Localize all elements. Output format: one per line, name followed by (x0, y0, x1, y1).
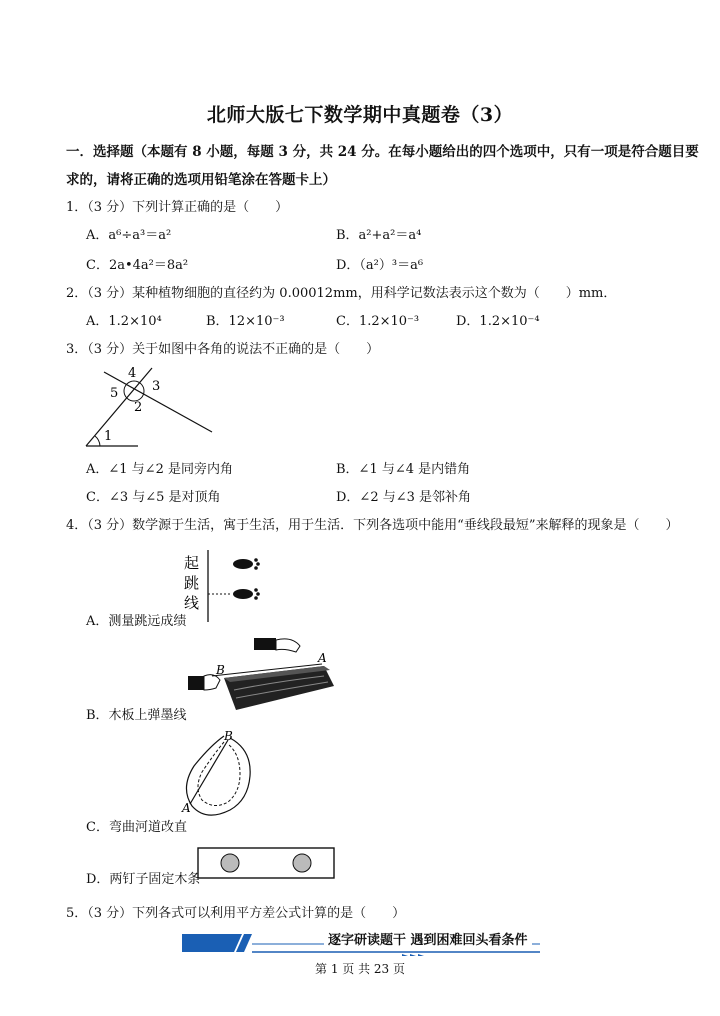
arrow-icon (410, 954, 416, 956)
question-4-option-a: A．测量跳远成绩 (86, 614, 187, 629)
question-1-stem: 1．（3 分）下列计算正确的是（ ） (66, 200, 289, 215)
page-title: 北师大版七下数学期中真题卷（3） (206, 104, 514, 126)
question-4-option-b: B．木板上弹墨线 (86, 708, 187, 723)
ink-label-a: A (318, 651, 327, 665)
arrow-icon (402, 954, 408, 956)
section-heading-line2: 求的，请将正确的选项用铅笔涂在答题卡上） (66, 172, 336, 188)
ink-label-b: B (216, 663, 225, 677)
footprint-icon (233, 558, 260, 570)
question-3-option-a: A．∠1 与∠2 是同旁内角 (86, 462, 233, 477)
banner-blue-bar (182, 934, 242, 952)
takeoff-text-3: 线 (184, 594, 200, 612)
question-3-option-b: B．∠1 与∠4 是内错角 (336, 462, 471, 477)
nail-icon (221, 854, 239, 872)
question-3-option-d: D．∠2 与∠3 是邻补角 (336, 490, 472, 505)
question-4-option-c: C．弯曲河道改直 (86, 820, 187, 835)
figure-angle-1-arc (95, 436, 100, 446)
angle-figure (82, 360, 232, 455)
question-1-option-d: D．（a²）³＝a⁶ (336, 258, 424, 273)
question-2-option-b: B．12×10⁻³ (206, 314, 285, 329)
question-1-option-a: A．a⁶÷a³＝a² (86, 228, 172, 243)
river-bank-outer (186, 736, 250, 815)
nails-figure (196, 846, 336, 880)
figure-label-5: 5 (110, 386, 119, 401)
river-figure (180, 726, 272, 826)
figure-label-3: 3 (152, 379, 161, 394)
takeoff-text-2: 跳 (184, 574, 200, 592)
wood-strip (198, 848, 334, 878)
river-bank-inner (198, 742, 240, 806)
long-jump-figure (176, 546, 276, 624)
question-3-stem: 3．（3 分）关于如图中各角的说法不正确的是（ ） (66, 342, 380, 357)
river-label-b: B (224, 729, 233, 743)
question-2-option-d: D．1.2×10⁻⁴ (456, 314, 540, 329)
question-4-stem: 4．（3 分）数学源于生活，寓于生活，用于生活．下列各选项中能用“垂线段最短”来解释的现象是（ ） (66, 518, 679, 533)
ink-line-figure (184, 630, 340, 716)
takeoff-text-1: 起 (184, 554, 200, 572)
nail-icon (293, 854, 311, 872)
arrow-icon (418, 954, 424, 956)
question-1-option-c: C．2a•4a²＝8a² (86, 258, 189, 273)
figure-angle-arc (124, 381, 144, 401)
footprint-icon (233, 588, 260, 600)
question-5-stem: 5．（3 分）下列各式可以利用平方差公式计算的是（ ） (66, 906, 406, 921)
question-2-option-c: C．1.2×10⁻³ (336, 314, 420, 329)
question-2-stem: 2．（3 分）某种植物细胞的直径约为 0.00012mm，用科学记数法表示这个数为（ ）mm． (66, 286, 617, 301)
river-label-a: A (182, 801, 191, 815)
question-3-option-c: C．∠3 与∠5 是对顶角 (86, 490, 221, 505)
question-4-option-d: D．两钉子固定木条 (86, 872, 201, 887)
question-1-option-b: B．a²+a²＝a⁴ (336, 228, 422, 243)
page-number: 第 1 页 共 23 页 (315, 962, 405, 976)
question-2-option-a: A．1.2×10⁴ (86, 314, 162, 329)
figure-label-1: 1 (104, 429, 113, 444)
figure-label-2: 2 (134, 400, 143, 415)
section-heading-line1: 一．选择题（本题有 8 小题，每题 3 分，共 24 分。在每小题给出的四个选项中，只有一项是符合题目要 (66, 144, 699, 160)
figure-label-4: 4 (128, 366, 137, 381)
hand-icon (254, 638, 300, 652)
footer-slogan: 逐字研读题干 遇到困难回头看条件 (324, 929, 532, 948)
